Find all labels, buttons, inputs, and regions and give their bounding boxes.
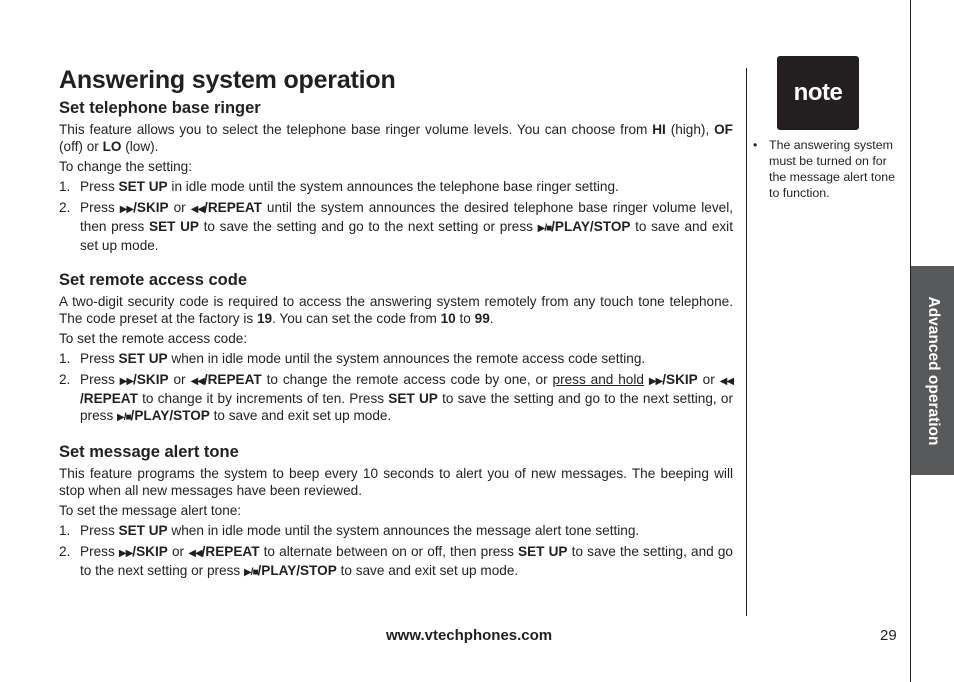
key-label: /SKIP [662,372,698,387]
list-item [59,178,733,195]
bullet-icon: • [753,138,758,152]
list-item [59,522,733,539]
text: to change the remote access code by one, or [261,372,553,387]
key-label: /REPEAT [80,391,138,406]
section-message-alert [59,441,733,581]
key-label: SET UP [388,391,438,406]
key-label: /SKIP [133,200,169,215]
page-title: Answering system operation [59,66,396,94]
step-number: 2. [59,544,71,559]
section-remote-access [59,269,733,426]
option-off: OF [714,122,733,137]
code-value: 99 [474,311,490,326]
key-label: SET UP [118,523,168,538]
key-label: /SKIP [132,544,168,559]
repeat-icon: ◀◀ [190,376,204,387]
text: to save and exit set up mode. [209,408,392,423]
key-label: SET UP [118,179,168,194]
main-content [59,97,733,596]
emphasis-text: press and hold [552,372,644,387]
text: or [697,372,720,387]
key-label: /REPEAT [203,372,262,387]
play-stop-icon: ▶/■ [243,567,258,578]
text: (high), [665,122,715,137]
repeat-icon: ◀◀ [190,204,205,215]
play-stop-icon: ▶/■ [117,412,131,423]
footer-url: www.vtechphones.com [386,627,553,644]
repeat-icon: ◀◀ [719,376,734,387]
text: until the system announces the desired telephone base ringer volume level, then press [80,200,733,234]
step-number: 1. [59,179,71,194]
option-low: LO [102,139,122,154]
skip-icon: ▶▶ [648,376,663,387]
text: or [168,200,191,215]
instruction-label: To set the message alert tone: [59,503,242,518]
column-divider [746,68,747,616]
steps-list [59,350,733,426]
page-number: 29 [880,627,897,644]
text: (low). [121,139,159,154]
text: Press [80,200,120,215]
repeat-icon: ◀◀ [188,548,202,559]
text: to alternate between on or off, then press [259,544,519,559]
section-heading: Set telephone base ringer [59,99,261,117]
text: when in idle mode until the system announces the remote access code setting. [167,351,646,366]
section-intro: This feature programs the system to beep every 10 seconds to alert you of new messages. The beeping will stop when all new messages have been reviewed. [59,466,733,498]
text: to [455,311,475,326]
step-number: 2. [59,372,71,387]
text: or [167,544,189,559]
section-ringer [59,97,733,254]
section-heading: Set message alert tone [59,443,239,461]
skip-icon: ▶▶ [118,548,133,559]
text: to change it by increments of ten. Press [137,391,389,406]
text: Press [80,523,119,538]
play-stop-icon: ▶/■ [537,223,552,234]
text: Press [80,372,120,387]
section-intro [59,293,733,327]
text: or [168,372,191,387]
key-label: SET UP [118,351,168,366]
text: This feature allows you to select the telephone base ringer volume levels. You can choose from [59,122,653,137]
side-tab-label: Advanced operation [924,296,942,445]
skip-icon: ▶▶ [119,204,134,215]
text: when in idle mode until the system announces the message alert tone setting. [167,523,640,538]
code-value: 10 [440,311,456,326]
list-item [59,543,733,581]
text: . [489,311,494,326]
option-hi: HI [652,122,666,137]
key-label: /PLAY/STOP [257,563,337,578]
section-intro [59,121,733,155]
key-label: /PLAY/STOP [551,219,631,234]
instruction-label: To set the remote access code: [59,331,248,346]
steps-list [59,178,733,254]
list-item [59,350,733,367]
text: . You can set the code from [272,311,441,326]
note-text [753,137,898,201]
key-label: SET UP [149,219,199,234]
text: to save the setting, and go to the next setting or press [80,544,733,578]
step-number: 2. [59,200,71,215]
list-item [59,199,733,254]
text: Press [80,351,119,366]
key-label: /REPEAT [201,544,260,559]
list-item [59,371,733,426]
skip-icon: ▶▶ [119,376,134,387]
text: Press [80,544,119,559]
instruction-label: To change the setting: [59,159,193,174]
step-number: 1. [59,523,71,538]
steps-list [59,522,733,581]
code-value: 19 [256,311,273,326]
text: (off) or [59,139,103,154]
text: in idle mode until the system announces the telephone base ringer setting. [167,179,619,194]
text: to save and exit set up mode. [336,563,519,578]
note-body: The answering system must be turned on for the message alert tone to function. [769,138,896,200]
key-label: SET UP [518,544,568,559]
key-label: /SKIP [133,372,169,387]
text: Press [80,179,119,194]
text: to save the setting and go to the next setting or press [199,219,538,234]
text: A two-digit security code is required to access the answering system remotely from any touch tone telephone. The code preset at the factory is [59,294,733,326]
step-number: 1. [59,351,71,366]
key-label: /PLAY/STOP [130,408,210,423]
side-tab [911,266,954,475]
key-label: /REPEAT [204,200,262,215]
text: to save the setting and go to the next setting, or press [80,391,733,423]
section-heading: Set remote access code [59,271,248,289]
text: to save and exit set up mode. [80,219,733,253]
note-badge: note [777,56,859,130]
